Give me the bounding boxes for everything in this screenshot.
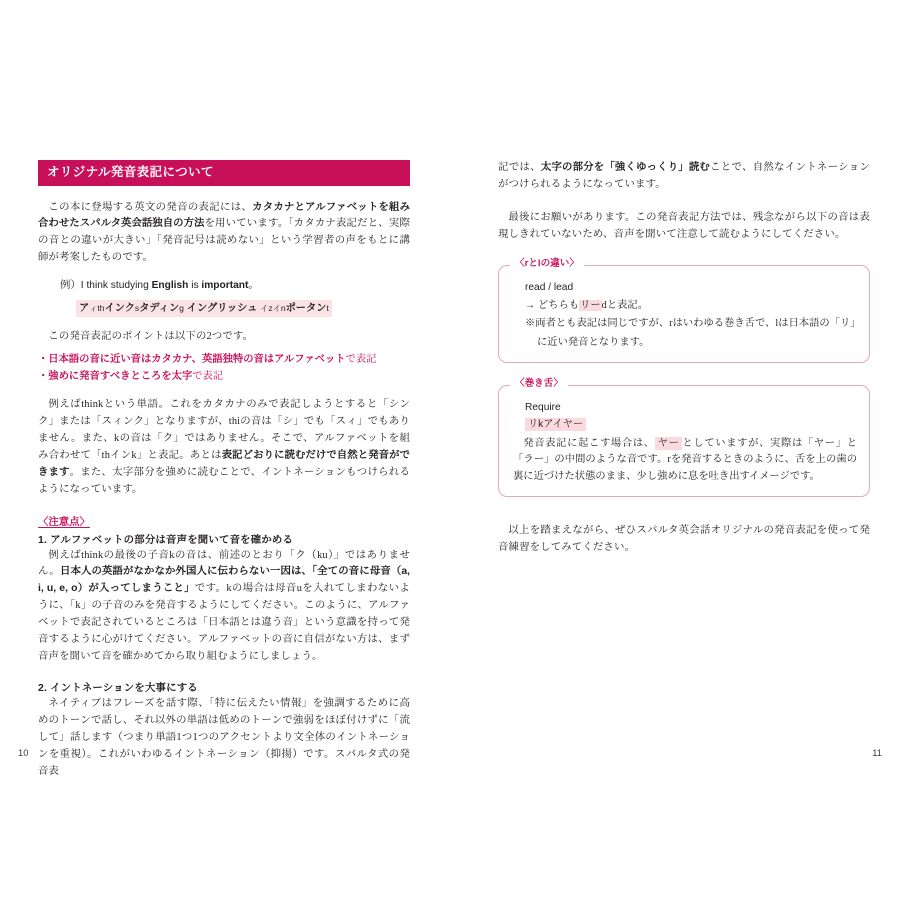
- example-english-line: [60, 278, 410, 294]
- kana-portant: ポータン: [285, 303, 327, 314]
- caution-heading: [38, 513, 410, 528]
- example-en-plain-1: I think studying: [80, 279, 152, 291]
- kana-english: イングリッシュ: [186, 303, 258, 314]
- continued-seg-2: ことで、自然なイントネーションがつけられるようになっています。: [498, 162, 870, 190]
- arrow-highlight: リー: [580, 299, 601, 311]
- point-2-bold: ・強めに発音すべきところを太字: [38, 370, 193, 382]
- think-paragraph: [38, 397, 410, 498]
- note-box-rolled-tongue-kana-wrap: [513, 417, 857, 433]
- kana-g: g: [179, 303, 184, 313]
- page-number-left: 10: [18, 747, 29, 758]
- example-label: 例）: [60, 279, 81, 291]
- note-box-r-and-l-words: read / lead: [525, 282, 574, 294]
- point-item-2: [38, 369, 410, 386]
- rolled-highlight: ヤー: [655, 437, 683, 450]
- request-paragraph: 最後にお願いがあります。この発音表記方法では、残念ながら以下の音は表現しきれていないため、音声を聞いて注意して読むようにしてください。: [498, 211, 870, 240]
- kana-tadin: タディン: [139, 303, 180, 314]
- kana-a: ア: [79, 303, 90, 314]
- points-lead: この発音表記のポイントは以下の2つです。: [48, 331, 254, 343]
- caution-heading-text: 〈注意点〉: [38, 516, 90, 528]
- note-box-rolled-tongue-title: 〈巻き舌〉: [510, 379, 568, 389]
- example-kana-line: [76, 300, 332, 317]
- points-list: [38, 352, 410, 385]
- note-box-r-and-l-note-cont: に近い発音となります。: [537, 336, 650, 348]
- intro-paragraph: [38, 200, 410, 267]
- kana-i: イ: [260, 304, 269, 313]
- example-kana-wrap: [60, 297, 410, 317]
- example-en-tail: 。: [248, 279, 259, 291]
- section-1-body: [38, 548, 410, 666]
- kana-n: n: [280, 303, 286, 313]
- example-block: [38, 278, 410, 317]
- think-seg-1: 例えばthinkという単語。これをカタカナのみで表記しようとすると「シンク」または「スィンク」となりますが、thiの音は「シ」でも「スィ」でもありません。また、kの音は「ク」ではありません。そこで、アルファベットを組み合わせて「thインk」と表記。あとは: [38, 399, 410, 462]
- point-item-1: [38, 352, 410, 369]
- example-en-bold-1: English: [151, 279, 189, 291]
- note-box-r-and-l: [498, 258, 870, 363]
- arrow-prefix: → どちらも: [525, 299, 580, 311]
- point-1-plain: で表記: [345, 354, 377, 366]
- rolled-seg-1: 発音表記に起こす場合は、: [523, 437, 655, 449]
- think-seg-2: 。また、太字部分を強めに読むことで、イントネーションもつけられるようになっています。: [38, 466, 410, 495]
- intro-seg-2: を用いています。「カタカナ表記だと、実際の音との違いが大きい」「発音記号は読めない」という学習者の声をもとに講師が考案したものです。: [38, 218, 410, 264]
- kana-s: s: [134, 303, 140, 313]
- section-2-heading: 2. イントネーションを大事にする: [38, 683, 198, 695]
- right-page-column: [498, 160, 870, 568]
- continued-paragraph: [498, 160, 870, 194]
- kana-t: t: [326, 303, 329, 313]
- kana-inku: インク: [104, 303, 135, 314]
- think-bold-1: 表記どおりに読むだけで自然と発音ができます: [38, 450, 410, 478]
- note-box-r-and-l-arrow-line: [513, 298, 857, 314]
- continued-seg-1: 記では、: [498, 162, 541, 173]
- arrow-plain: d: [601, 299, 607, 311]
- section-1-seg-1: 例えばthinkの最後の子音kの音は、前述のとおり「ク（ku）」ではありません。: [38, 549, 410, 578]
- note-box-r-and-l-title: 〈rとlの違い〉: [510, 259, 584, 269]
- arrow-suffix: と表記。: [606, 299, 648, 311]
- section-1-heading: 1. アルファベットの部分は音声を聞いて音を確かめる: [38, 534, 294, 546]
- rolled-seg-2: としていますが、実際は「ヤー」と「ラー」の中間のような音です。rを発音するときのように、舌を上の歯の裏に近づけた状態のまま、少し強めに息を吐き出すイメージです。: [513, 437, 858, 482]
- page-number-right: 11: [872, 747, 882, 758]
- kana-a-small: ィ: [89, 304, 98, 313]
- example-en-plain-2: is: [188, 279, 202, 291]
- kana-z: z: [268, 303, 273, 313]
- note-box-rolled-tongue-kana: リkアイヤー: [525, 418, 586, 431]
- note-box-rolled-tongue: [498, 378, 870, 497]
- intro-bold-1: カタカナとアルファベットを組み合わせたスパルタ英会話独自の方法: [38, 201, 410, 230]
- note-box-rolled-tongue-body: [513, 436, 857, 485]
- closing-paragraph: 以上を踏まえながら、ぜひスパルタ英会話オリジナルの発音表記を使って発音練習をしてみてください。: [498, 525, 870, 554]
- example-en-bold-2: important: [201, 279, 249, 291]
- left-page-column: [38, 160, 410, 781]
- point-2-plain: で表記: [192, 370, 224, 382]
- section-1-seg-2: です。kの場合は母音uを入れてしまわないように、「k」の子音のみを発音するようにしてください。このように、アルファベットで表記されているところは「日本語とは違う音」という意識を持って発音するように心がけてください。アルファベットの音に自信がない方は、まず音声を聞いて音を確かめてから取り組むようにしましょう。: [38, 583, 410, 662]
- section-2-body: ネイティブはフレーズを話す際、「特に伝えたい情報」を強調するために高めのトーンで話し、それ以外の単語は低めのトーンで強弱をほぼ付けずに「流して」話します（つまり単語1つ1つのアクセントより文全体のイントネーションを重視）。これがいわゆるイントネーション（抑揚）です。スパルタ式の発音表: [38, 698, 410, 777]
- kana-th: th: [97, 303, 105, 313]
- continued-bold-1: 太字の部分を「強くゆっくり」読む: [540, 162, 711, 173]
- section-1-bold-1: 日本人の英語がなかなか外国人に伝わらない一因は、「全ての音に母音（a, i, u, e, o）が入ってしまうこと」: [38, 566, 410, 595]
- note-box-rolled-tongue-word: Require: [525, 402, 561, 414]
- right-page: [450, 0, 900, 900]
- section-banner-title: オリジナル発音表記について: [38, 160, 410, 186]
- point-1-bold: ・日本語の音に近い音はカタカナ、英語独特の音はアルファベット: [38, 354, 346, 366]
- note-box-r-and-l-note: ※両者とも表記は同じですが、rはいわゆる巻き舌で、lは日本語の「リ」: [525, 318, 861, 330]
- kana-i2: イ: [272, 304, 281, 313]
- intro-seg-1: この本に登場する英文の発音の表記には、: [48, 201, 253, 213]
